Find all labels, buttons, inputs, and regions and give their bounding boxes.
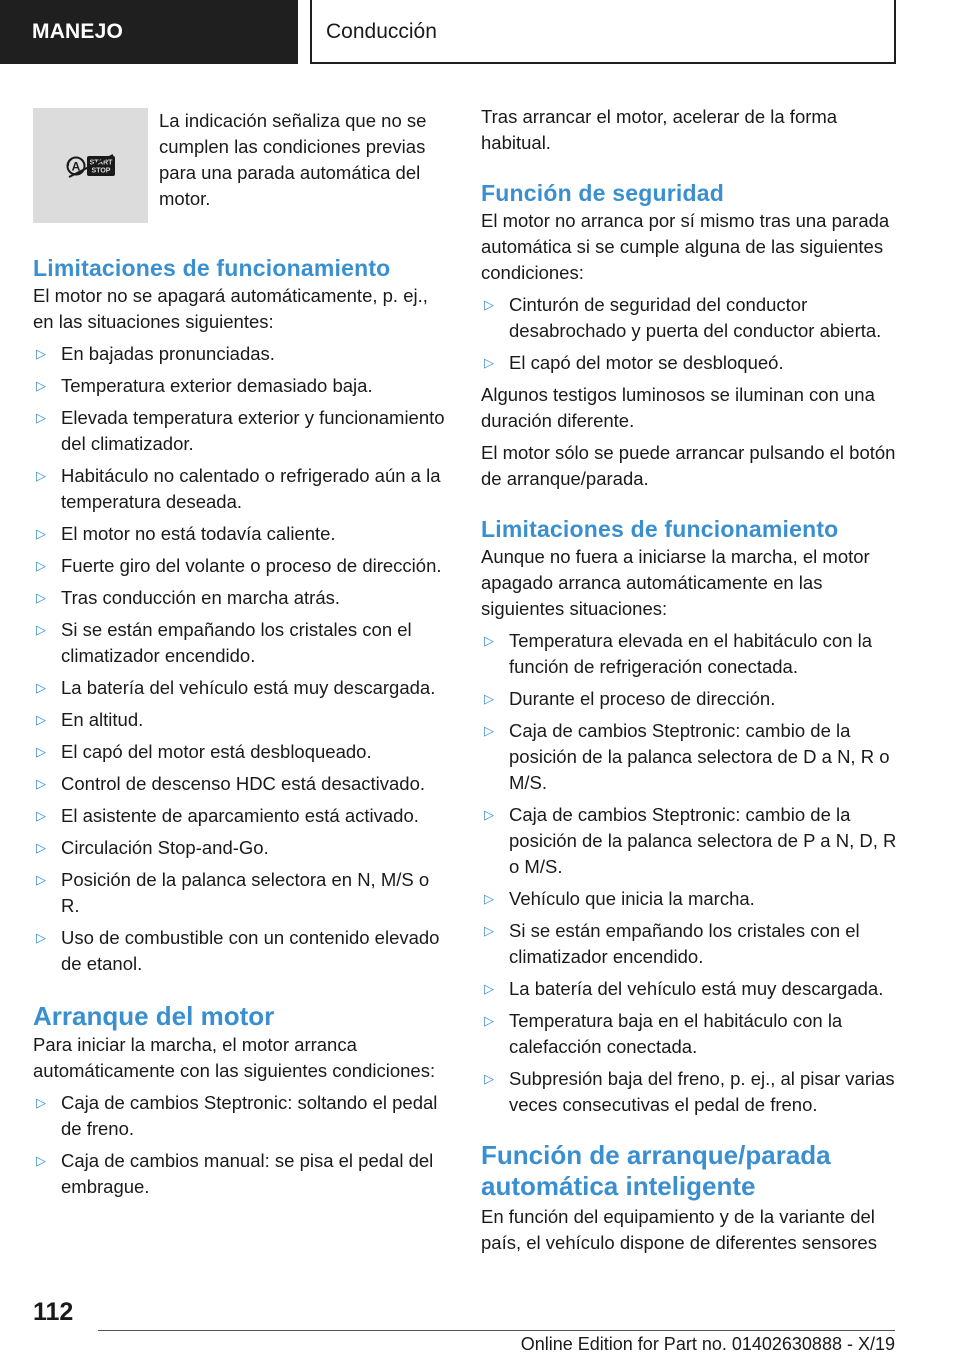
smart-intro: En función del equipamiento y de la variante del país, el vehículo dispone de diferentes sensores xyxy=(481,1206,877,1253)
triangle-arrow-icon: ▷ xyxy=(36,930,46,945)
icon-letter: A xyxy=(71,159,80,173)
heading-safety: Función de seguridad xyxy=(481,180,724,206)
list-item: ▷ Vehículo que inicia la marcha. xyxy=(481,886,897,912)
list-item: ▷ La batería del vehículo está muy descargada. xyxy=(33,675,449,701)
triangle-arrow-icon: ▷ xyxy=(484,1013,494,1028)
triangle-arrow-icon: ▷ xyxy=(36,1095,46,1110)
triangle-arrow-icon: ▷ xyxy=(484,1071,494,1086)
safety-list xyxy=(481,292,897,376)
triangle-arrow-icon: ▷ xyxy=(36,776,46,791)
list-item: ▷ Durante el proceso de dirección. xyxy=(481,686,897,712)
heading-limits-left: Limitaciones de funcionamiento xyxy=(33,255,391,281)
list-item: ▷ Temperatura exterior demasiado baja. xyxy=(33,373,449,399)
heading-limits-right: Limitaciones de funcionamiento xyxy=(481,516,839,542)
triangle-arrow-icon: ▷ xyxy=(36,526,46,541)
list-item: ▷ Uso de combustible con un contenido elevado de etanol. xyxy=(36,927,440,974)
triangle-arrow-icon: ▷ xyxy=(36,680,46,695)
limits-intro-right: Aunque no fuera a iniciarse la marcha, el motor apagado arranca automáticamente en las siguientes situaciones: xyxy=(481,546,870,619)
triangle-arrow-icon: ▷ xyxy=(36,590,46,605)
triangle-arrow-icon: ▷ xyxy=(36,1153,46,1168)
list-item: ▷ Caja de cambios Steptronic: cambio de la posición de la palanca selectora de P a N, D, R o M/S. xyxy=(484,804,897,877)
triangle-arrow-icon: ▷ xyxy=(36,712,46,727)
triangle-arrow-icon: ▷ xyxy=(36,346,46,361)
triangle-arrow-icon: ▷ xyxy=(484,355,494,370)
icon-label-stop: STOP xyxy=(91,167,110,174)
chapter-title: Conducción xyxy=(310,0,896,64)
list-item: ▷ Subpresión baja del freno, p. ej., al pisar varias veces consecutivas el pedal de freno. xyxy=(484,1068,895,1115)
list-item: ▷ Fuerte giro del volante o proceso de dirección. xyxy=(33,553,449,579)
list-item: ▷ El motor no está todavía caliente. xyxy=(33,521,449,547)
page-number: 112 xyxy=(33,1298,74,1326)
list-item: ▷ Posición de la palanca selectora en N, M/S o R. xyxy=(36,869,430,916)
triangle-arrow-icon: ▷ xyxy=(484,633,494,648)
triangle-arrow-icon: ▷ xyxy=(36,468,46,483)
start-intro: Para iniciar la marcha, el motor arranca automáticamente con las siguientes condiciones: xyxy=(33,1034,436,1081)
list-item: ▷ Habitáculo no calentado o refrigerado aún a la temperatura deseada. xyxy=(36,465,441,512)
edition-note: Online Edition for Part no. 01402630888 - X/19 xyxy=(520,1334,895,1354)
triangle-arrow-icon: ▷ xyxy=(484,891,494,906)
accelerate-paragraph: Tras arrancar el motor, acelerar de la forma habitual. xyxy=(481,106,838,153)
heading-smart-start-stop: Función de arranque/parada automática inteligente xyxy=(481,1140,831,1201)
start-list xyxy=(33,1090,449,1200)
triangle-arrow-icon: ▷ xyxy=(36,872,46,887)
list-item: ▷ Circulación Stop-and-Go. xyxy=(33,835,449,861)
indicator-image xyxy=(33,108,148,223)
icon-label-start: START xyxy=(89,159,112,166)
triangle-arrow-icon: ▷ xyxy=(36,744,46,759)
right-column xyxy=(481,104,897,1256)
auto-start-stop-off-icon xyxy=(65,153,117,179)
triangle-arrow-icon: ▷ xyxy=(36,410,46,425)
heading-engine-start: Arranque del motor xyxy=(33,1001,275,1031)
triangle-arrow-icon: ▷ xyxy=(484,723,494,738)
list-item: ▷ Caja de cambios manual: se pisa el pedal del embrague. xyxy=(36,1150,434,1197)
list-item: ▷ Cinturón de seguridad del conductor desabrochado y puerta del conductor abierta. xyxy=(484,294,882,341)
list-item: ▷ La batería del vehículo está muy descargada. xyxy=(481,976,897,1002)
list-item: ▷ En altitud. xyxy=(33,707,449,733)
triangle-arrow-icon: ▷ xyxy=(36,840,46,855)
list-item: ▷ El capó del motor está desbloqueado. xyxy=(33,739,449,765)
list-item: ▷ Temperatura baja en el habitáculo con la calefacción conectada. xyxy=(484,1010,843,1057)
list-item: ▷ Tras conducción en marcha atrás. xyxy=(33,585,449,611)
triangle-arrow-icon: ▷ xyxy=(36,808,46,823)
list-item: ▷ Elevada temperatura exterior y funcionamiento del climatizador. xyxy=(36,407,445,454)
list-item: ▷ Caja de cambios Steptronic: cambio de la posición de la palanca selectora de D a N, R o M/S. xyxy=(484,720,890,793)
triangle-arrow-icon: ▷ xyxy=(484,923,494,938)
triangle-arrow-icon: ▷ xyxy=(36,558,46,573)
limits-list-left xyxy=(33,341,449,977)
triangle-arrow-icon: ▷ xyxy=(484,981,494,996)
indicator-description: La indicación señaliza que no se cumplen las condiciones previas para una parada automática del motor. xyxy=(159,110,427,209)
left-column xyxy=(33,104,449,1200)
list-item: ▷ Si se están empañando los cristales con el climatizador encendido. xyxy=(484,920,860,967)
list-item: ▷ El capó del motor se desbloqueó. xyxy=(481,350,897,376)
triangle-arrow-icon: ▷ xyxy=(36,622,46,637)
list-item: ▷ Caja de cambios Steptronic: soltando el pedal de freno. xyxy=(36,1092,438,1139)
safety-paragraph-1: Algunos testigos luminosos se iluminan con una duración diferente. xyxy=(481,384,875,431)
triangle-arrow-icon: ▷ xyxy=(484,807,494,822)
indicator-block xyxy=(33,108,449,223)
limits-intro-left: El motor no se apagará automáticamente, p. ej., en las situaciones siguientes: xyxy=(33,285,428,332)
page-header xyxy=(0,0,960,66)
safety-paragraph-2: El motor sólo se puede arrancar pulsando el botón de arranque/parada. xyxy=(481,442,896,489)
triangle-arrow-icon: ▷ xyxy=(484,691,494,706)
list-item: ▷ En bajadas pronunciadas. xyxy=(33,341,449,367)
safety-intro: El motor no arranca por sí mismo tras una parada automática si se cumple alguna de las siguientes condiciones: xyxy=(481,210,890,283)
list-item: ▷ El asistente de aparcamiento está activado. xyxy=(33,803,449,829)
triangle-arrow-icon: ▷ xyxy=(484,297,494,312)
list-item: ▷ Si se están empañando los cristales con el climatizador encendido. xyxy=(36,619,412,666)
list-item: ▷ Temperatura elevada en el habitáculo con la función de refrigeración conectada. xyxy=(484,630,873,677)
list-item: ▷ Control de descenso HDC está desactivado. xyxy=(33,771,449,797)
triangle-arrow-icon: ▷ xyxy=(36,378,46,393)
footer-divider xyxy=(98,1330,895,1331)
limits-list-right xyxy=(481,628,897,1118)
section-tab: MANEJO xyxy=(0,0,298,64)
